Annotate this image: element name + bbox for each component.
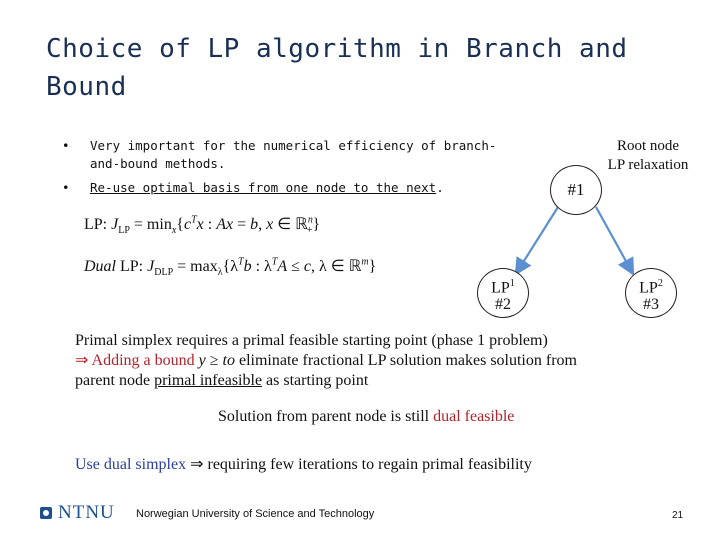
left-child-node (477, 268, 529, 318)
bullet-text: Very important for the numerical efficiency of branch-and-bound methods. (90, 138, 497, 171)
bullet-dot: • (62, 180, 70, 195)
lp-prefix: LP: (84, 216, 112, 233)
institution-name: Norwegian University of Science and Technology (136, 508, 375, 520)
root-caption-line1: Root node (616, 138, 680, 154)
left-node-lp: LP (491, 279, 510, 297)
primal-infeasible-text: primal infeasible (154, 372, 263, 389)
bullet-text-underlined: Re-use optimal basis from one node to the next (90, 180, 437, 195)
root-caption (600, 137, 696, 175)
para1-line2-suffix: eliminate fractional LP solution makes solution from (234, 352, 577, 369)
lp-formula: LP: $J_{LP} = \min_x\{c^Tx$ : Ax = b, x ∈ ℝ$^n_+$} (84, 214, 321, 237)
ntnu-logo-icon (40, 507, 52, 519)
page-number: 21 (672, 510, 684, 521)
edge-root-to-left (517, 207, 558, 272)
dual-word: Dual (84, 258, 116, 275)
root-node-label: #1 (567, 180, 585, 199)
left-node-top (478, 275, 528, 296)
left-node-bottom: #2 (495, 296, 511, 314)
use-dual-simplex-text: Use dual simplex (75, 456, 187, 473)
right-node-bottom: #3 (643, 296, 659, 314)
dual-feasible-text: dual feasible (433, 408, 515, 425)
para1-line1: Primal simplex requires a primal feasible starting point (phase 1 problem) (75, 332, 548, 349)
root-node (550, 165, 602, 215)
left-node-sup: 1 (509, 278, 515, 289)
edge-root-to-right (596, 207, 632, 272)
dual-simplex-line (75, 455, 675, 475)
dual-feasible-line (218, 407, 618, 427)
right-node-lp: LP (639, 279, 658, 297)
ntnu-logo (40, 502, 115, 524)
right-node-sup: 2 (657, 278, 663, 289)
right-node-top (626, 275, 676, 296)
bullet-dot: • (62, 138, 70, 153)
root-caption-line2: LP relaxation (607, 157, 689, 173)
primal-simplex-paragraph (75, 331, 675, 391)
dual-lp-formula: Dual LP: $J_{DLP} = \max_\lambda\{\lambda^Tb$ : $\lambda^TA \le c$, λ ∈ ℝ$^m$} (84, 256, 377, 279)
para2-prefix: Solution from parent node is still (218, 408, 434, 425)
para1-line3 (75, 371, 675, 391)
ntnu-logo-text: NTNU (58, 502, 115, 523)
para1-line2: ⇒ Adding a bound y ≥ to eliminate fractional LP solution makes solution from (75, 352, 577, 369)
para1-line3-prefix: parent node (75, 372, 155, 389)
para1-line2-prefix: ⇒ Adding a bound (75, 352, 199, 369)
para3-suffix: ⇒ requiring few iterations to regain primal feasibility (186, 456, 532, 473)
bullet-suffix: . (436, 180, 444, 195)
right-child-node (625, 268, 677, 318)
dual-prefix: LP: (116, 258, 148, 275)
para1-line3-suffix: as starting point (262, 372, 369, 389)
slide-title: Choice of LP algorithm in Branch and Bound (46, 34, 628, 102)
